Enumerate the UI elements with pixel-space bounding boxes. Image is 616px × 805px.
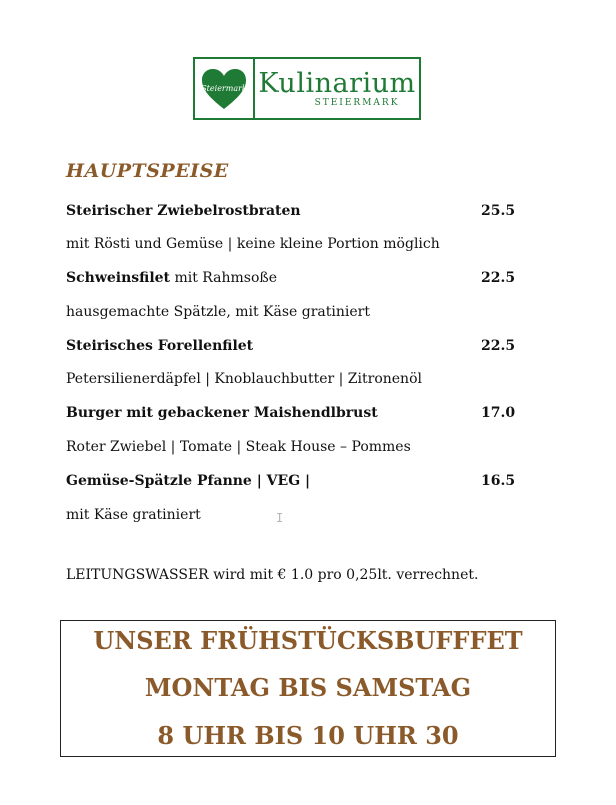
breakfast-line-2: MONTAG BIS SAMSTAG [144,673,472,702]
menu-item-description: Roter Zwiebel | Tomate | Steak House – Pommes [66,439,411,455]
logo-name: Kulinarium [258,67,416,99]
water-note: LEITUNGSWASSER wird mit € 1.0 pro 0,25lt. verrechnet. [66,567,479,583]
menu-item-name: Gemüse-Spätzle Pfanne | VEG | [66,473,311,489]
heart-logo-text: Steiermark [201,83,247,93]
menu-item-description: Petersilienerdäpfel | Knoblauchbutter | Zitronenöl [66,371,422,387]
menu-item-description: mit Käse gratiniert [66,507,201,523]
menu-item-description: hausgemachte Spätzle, mit Käse gratiniert [66,304,370,320]
menu-item-name: Steirischer Zwiebelrostbraten [66,203,301,219]
text-cursor-icon: I [276,511,284,525]
logo-subtitle: STEIERMARK [314,97,400,108]
menu-item-name: Burger mit gebackener Maishendlbrust [66,405,378,421]
section-title: HAUPTSPEISE [66,160,229,182]
menu-item-price: 22.5 [481,338,516,354]
menu-item-description: mit Rösti und Gemüse | keine kleine Portion möglich [66,236,440,252]
menu-item-name: Steirisches Forellenfilet [66,338,254,354]
breakfast-line-1: UNSER FRÜHSTÜCKSBUFFFET [93,626,523,655]
breakfast-line-3: 8 UHR BIS 10 UHR 30 [157,721,459,750]
menu-item-name: Schweinsfilet mit Rahmsoße [66,270,278,286]
heart-icon [195,59,255,118]
menu-item-price: 22.5 [481,270,516,286]
menu-item-price: 17.0 [481,405,516,421]
kulinarium-logo [193,57,421,120]
menu-item-price: 16.5 [481,473,516,489]
breakfast-box [60,620,556,757]
menu-item-price: 25.5 [481,203,516,219]
